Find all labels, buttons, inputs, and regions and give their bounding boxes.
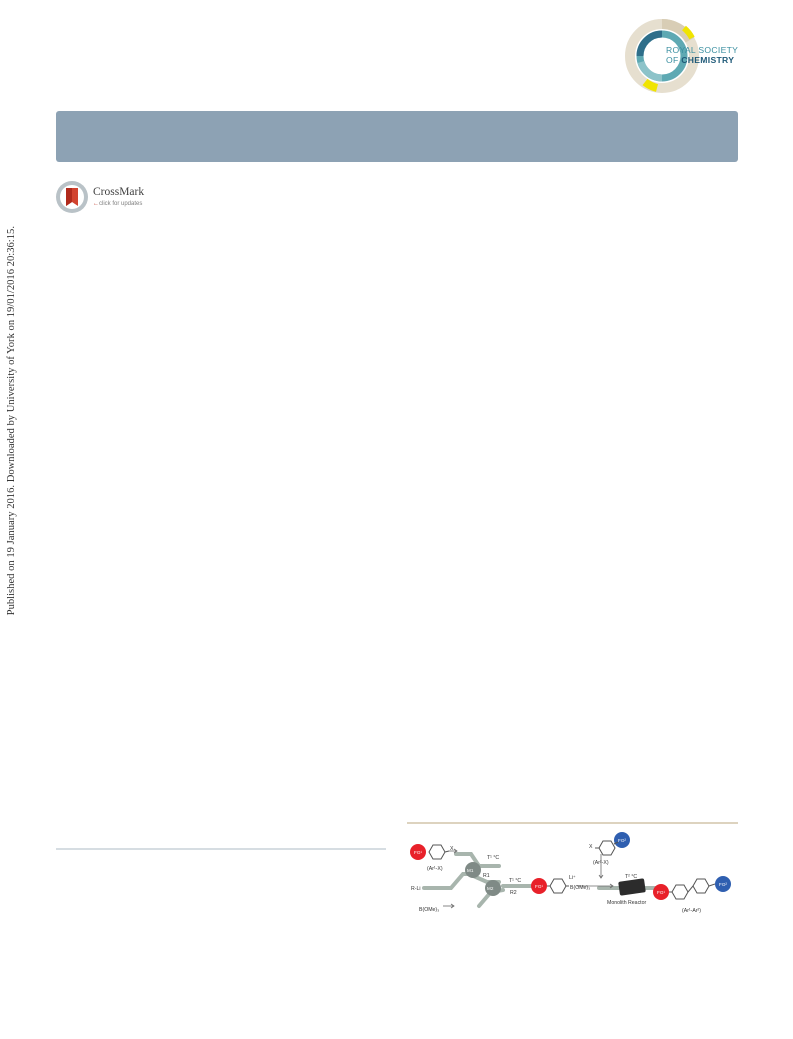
m1-label: M1	[467, 868, 474, 873]
benzene-ring-2	[550, 879, 566, 893]
m2-label: M2	[487, 886, 494, 891]
download-notice-wrap	[6, 226, 22, 624]
fg1-label-3: FG¹	[657, 890, 665, 895]
li-label: Li⁺	[569, 875, 576, 881]
monolith-reactor	[618, 878, 646, 895]
rsc-logo-line1: ROYAL SOCIETY	[666, 45, 739, 55]
reactor-label: Monolith Reactor	[607, 900, 647, 906]
footnote-divider	[56, 848, 386, 850]
journal-banner	[56, 111, 738, 162]
rli-label: R-Li	[411, 886, 421, 892]
rsc-logo-line2: OF CHEMISTRY	[666, 54, 735, 65]
product-label: (Ar¹-Ar²)	[682, 908, 702, 914]
fg2-label-1: FG²	[618, 838, 626, 843]
crossmark-title: CrossMark	[93, 186, 145, 198]
download-notice: Published on 19 January 2016. Downloaded by University of York on 19/01/2016 20:36:15.	[6, 226, 17, 616]
benzene-ring-1	[429, 845, 445, 859]
bome3-out-label: B(OMe)₃	[570, 885, 591, 891]
r2-label: R2	[510, 890, 517, 896]
t2-label: T² °C	[625, 874, 638, 880]
reaction-scheme	[407, 830, 738, 926]
bome3-in-label: B(OMe)₃	[419, 907, 440, 913]
benzene-ring-5	[693, 879, 709, 893]
t1-label-1: T¹ °C	[487, 855, 500, 861]
crossmark-icon	[56, 181, 88, 213]
benzene-ring-3	[599, 841, 615, 855]
t1-label-2: T¹ °C	[509, 878, 522, 884]
crossmark-badge[interactable]	[56, 181, 166, 215]
r1-label: R1	[483, 873, 490, 879]
ar2x-label: (Ar²-X)	[593, 860, 609, 866]
ar1x-label: (Ar¹-X)	[427, 866, 443, 872]
crossmark-subtitle: ←click for updates	[93, 201, 143, 207]
graphic-divider	[407, 822, 738, 824]
fg2-label-2: FG²	[719, 882, 727, 887]
fg1-label-2: FG¹	[535, 884, 543, 889]
x-label-1: X	[450, 846, 454, 852]
x-label-2: X	[589, 844, 593, 850]
fg1-label-1: FG¹	[414, 850, 422, 855]
pipe-rli	[424, 874, 473, 888]
benzene-ring-4	[672, 885, 688, 899]
rsc-logo-text	[666, 46, 738, 64]
